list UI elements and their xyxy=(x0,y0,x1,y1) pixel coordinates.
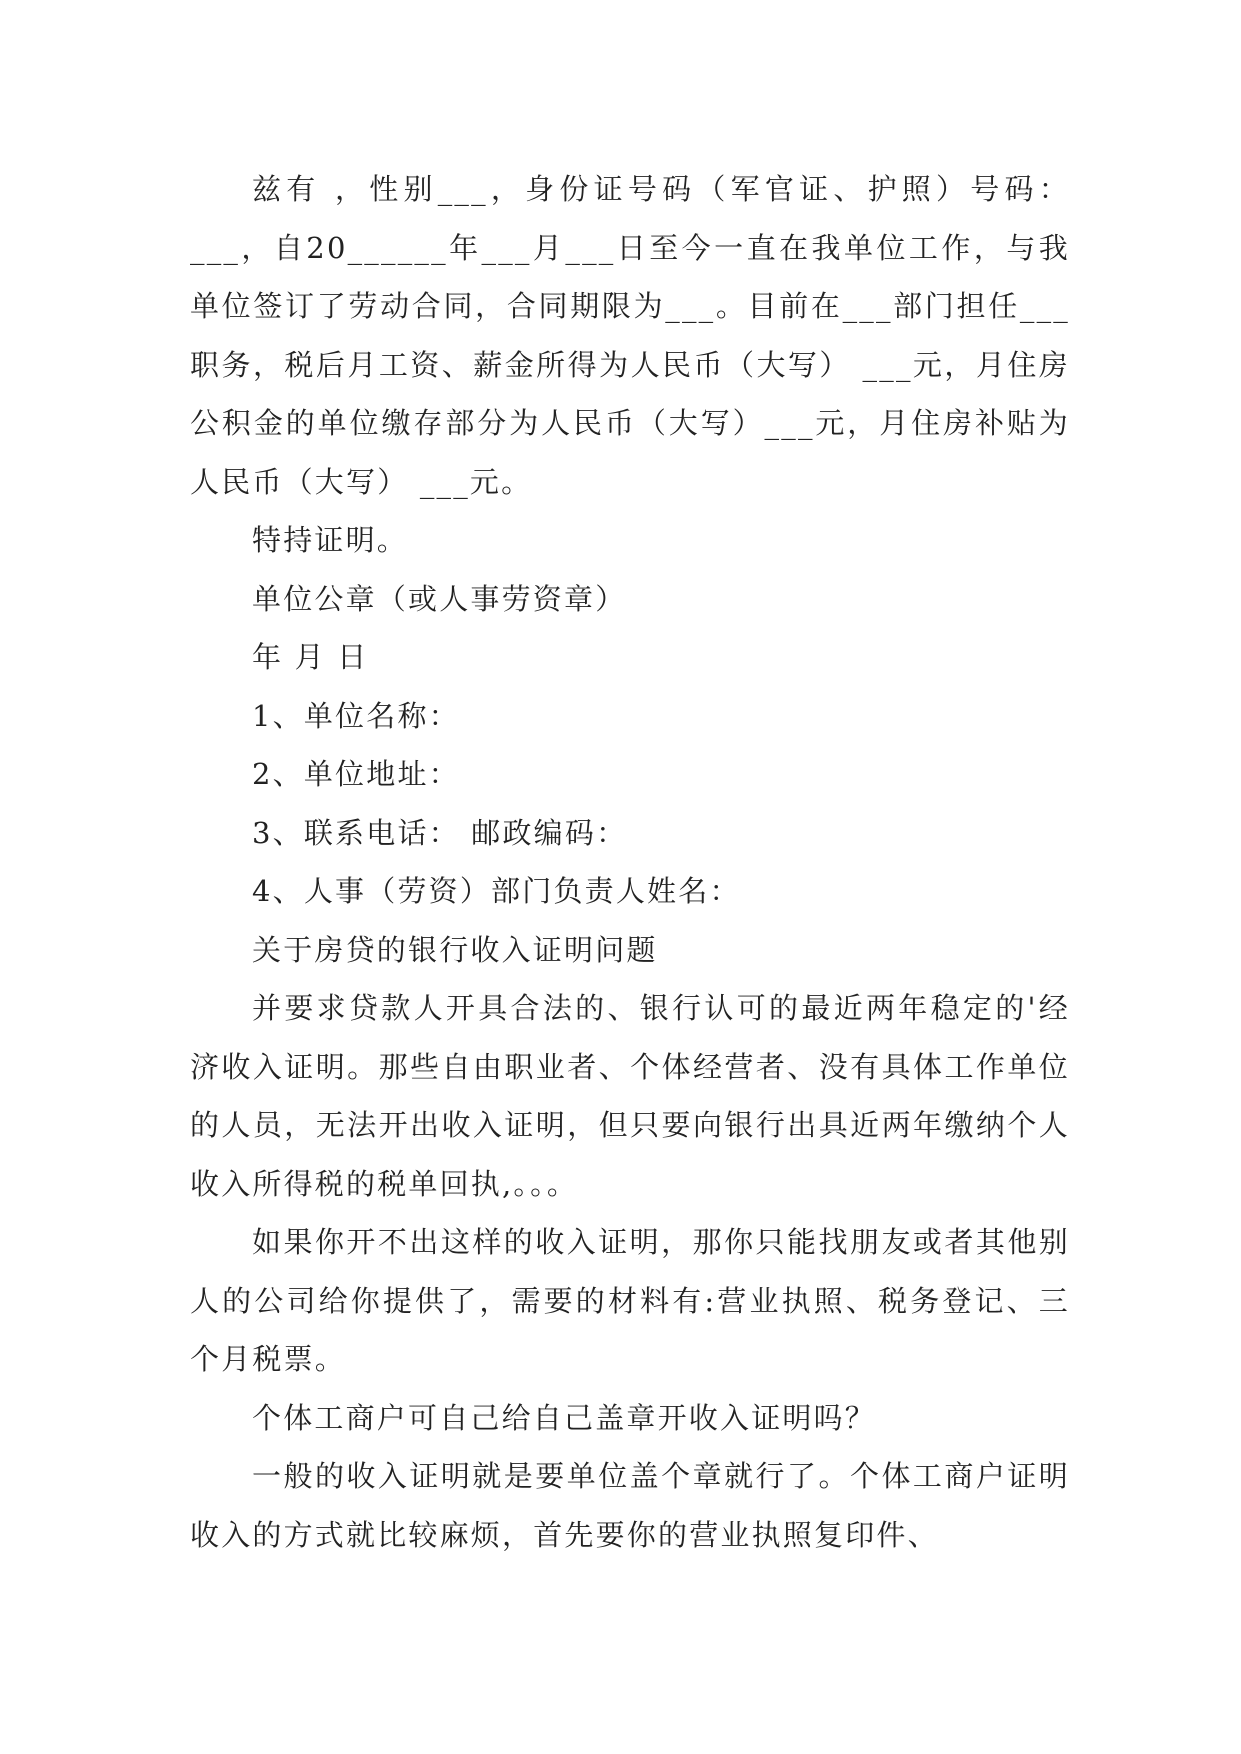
unit-name-field: 1、单位名称： xyxy=(252,698,460,733)
section-heading: 关于房贷的银行收入证明问题 xyxy=(252,932,658,967)
body-paragraph: 并要求贷款人开具合法的、银行认可的最近两年稳定的'经济收入证明。那些自由职业者、个体经营者、没有具体工作单位的人员，无法开出收入证明，但只要向银行出具近两年缴纳个人收入所得税的税单回执,。。。 xyxy=(190,991,1070,1201)
certificate-paragraph: 兹有 ，性别___，身份证号码（军官证、护照）号码：___，自20______年___月___日至今一直在我单位工作，与我单位签订了劳动合同，合同期限为___。目前在___部门担任___职务，税后月工资、薪金所得为人民币（大写） ___元，月住房公积金的单位缴存部分为人民币（大写）___元，月住房补贴为人民币（大写） ___元。 xyxy=(190,172,1070,499)
document-body xyxy=(190,160,1070,1564)
hr-manager-field: 4、人事（劳资）部门负责人姓名： xyxy=(252,874,741,908)
body-paragraph: 一般的收入证明就是要单位盖个章就行了。个体工商户证明收入的方式就比较麻烦，首先要你的营业执照复印件、 xyxy=(190,1459,1070,1552)
question-heading: 个体工商户可自己给自己盖章开收入证明吗？ xyxy=(252,1400,877,1435)
certify-statement: 特持证明。 xyxy=(252,523,409,557)
unit-address-field: 2、单位地址： xyxy=(252,757,460,791)
body-paragraph: 如果你开不出这样的收入证明，那你只能找朋友或者其他别人的公司给你提供了，需要的材料有:营业执照、税务登记、三个月税票。 xyxy=(190,1225,1070,1376)
contact-phone-field: 3、联系电话： 邮政编码： xyxy=(252,815,628,850)
date-line: 年 月 日 xyxy=(252,640,369,674)
seal-line: 单位公章（或人事劳资章） xyxy=(252,581,627,616)
